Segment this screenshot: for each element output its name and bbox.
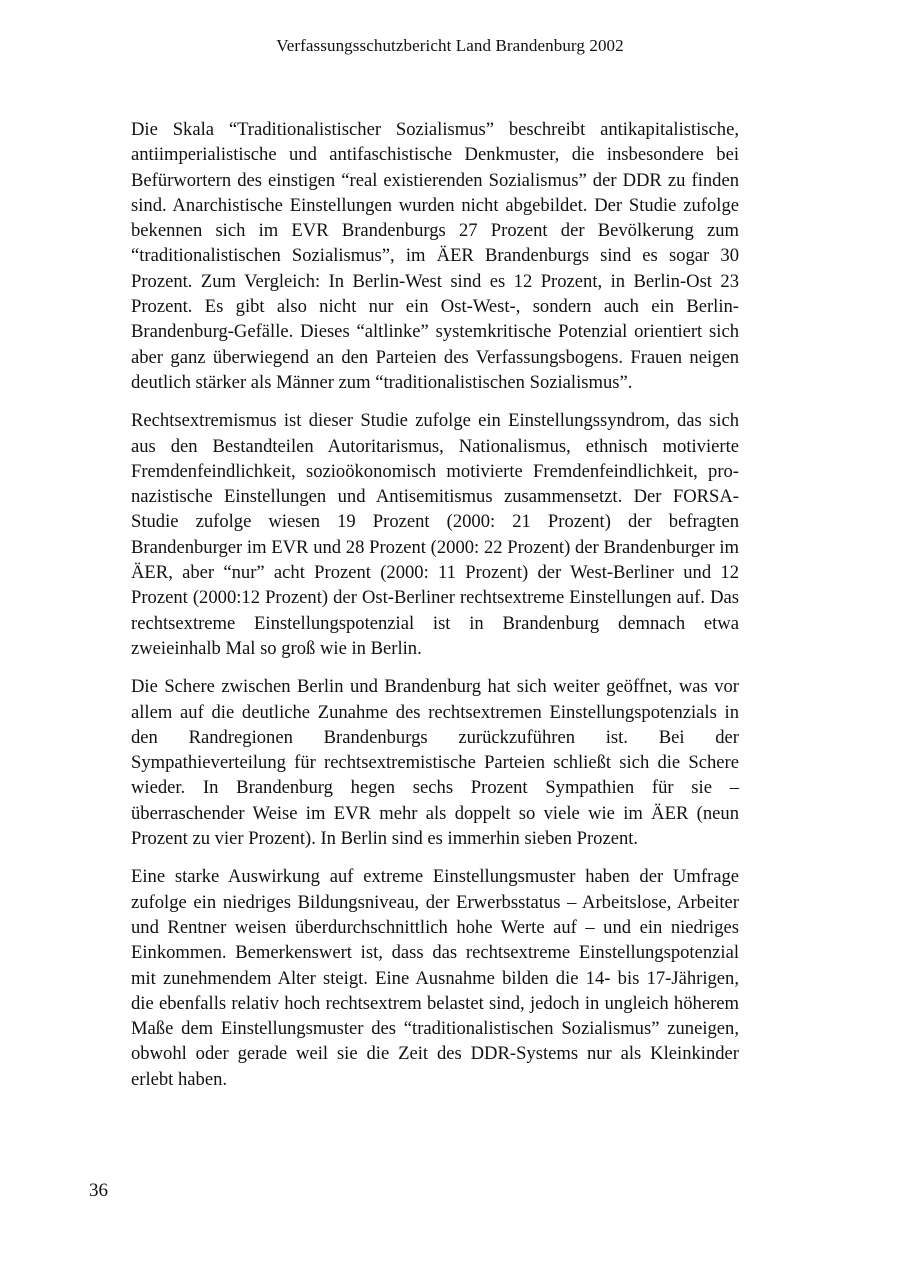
page-number: 36: [89, 1180, 108, 1201]
paragraph-berlin-brandenburg-gap: Die Schere zwischen Berlin und Brandenburg hat sich weiter geöffnet, was vor allem auf die deutliche Zunahme des rechtsextremen Einstellungspotenzials in den Randregionen Brandenburgs zurückzuführen ist. Bei der Sympathieverteilung für rechtsextremistische Parteien schließt sich die Schere wieder. In Brandenburg hegen sechs Prozent Sympathien für sie – überraschender Weise im EVR mehr als doppelt so viele wie im ÄER (neun Prozent zu vier Prozent). In Berlin sind es immerhin sieben Prozent.: [131, 676, 739, 850]
paragraph-traditional-socialism: Die Skala “Traditionalistischer Sozialismus” beschreibt antikapitalistische, antiimperialistische und antifaschistische Denkmuster, die insbesondere bei Befürwortern des einstigen “real existierenden Sozialismus” der DDR zu finden sind. Anarchistische Einstellungen wurden nicht abgebildet. Der Studie zufolge bekennen sich im EVR Brandenburgs 27 Prozent der Bevölkerung zum “traditionalistischen Sozialismus”, im ÄER Brandenburgs sind es sogar 30 Prozent. Zum Vergleich: In Berlin-West sind es 12 Prozent, in Berlin-Ost 23 Prozent. Es gibt also nicht nur ein Ost-West-, sondern auch ein Berlin-Brandenburg-Gefälle. Dieses “altlinke” systemkritische Potenzial orientiert sich aber ganz überwiegend an den Parteien des Verfassungsbogens. Frauen neigen deutlich stärker als Männer zum “traditionalistischen Sozialismus”.: [131, 119, 739, 393]
running-header: Verfassungsschutzbericht Land Brandenburg 2002: [276, 36, 624, 55]
paragraph-influencing-factors: Eine starke Auswirkung auf extreme Einstellungsmuster haben der Umfrage zufolge ein niedriges Bildungsniveau, der Erwerbsstatus – Arbeitslose, Arbeiter und Rentner weisen überdurchschnittlich hohe Werte auf – und ein niedriges Einkommen. Bemerkenswert ist, dass das rechtsextreme Einstellungspotenzial mit zunehmendem Alter steigt. Eine Ausnahme bilden die 14- bis 17-Jährigen, die ebenfalls relativ hoch rechtsextrem belastet sind, jedoch in ungleich höherem Maße dem Einstellungsmuster des “traditionalistischen Sozialismus” zuneigen, obwohl oder gerade weil sie die Zeit des DDR-Systems nur als Kleinkinder erlebt haben.: [131, 866, 739, 1090]
paragraph-right-extremism-definition: Rechtsextremismus ist dieser Studie zufolge ein Einstellungssyndrom, das sich aus den Bestandteilen Autoritarismus, Nationalismus, ethnisch motivierte Fremdenfeindlichkeit, sozioökonomisch motivierte Fremdenfeindlichkeit, pro-nazistische Einstellungen und Antisemitismus zusammensetzt. Der FORSA-Studie zufolge wiesen 19 Prozent (2000: 21 Prozent) der befragten Brandenburger im EVR und 28 Prozent (2000: 22 Prozent) der Brandenburger im ÄER, aber “nur” acht Prozent (2000: 11 Prozent) der West-Berliner und 12 Prozent (2000:12 Prozent) der Ost-Berliner rechtsextreme Einstellungen auf. Das rechtsextreme Einstellungspotenzial ist in Brandenburg demnach etwa zweieinhalb Mal so groß wie in Berlin.: [131, 410, 739, 659]
body-text: [131, 117, 739, 1105]
